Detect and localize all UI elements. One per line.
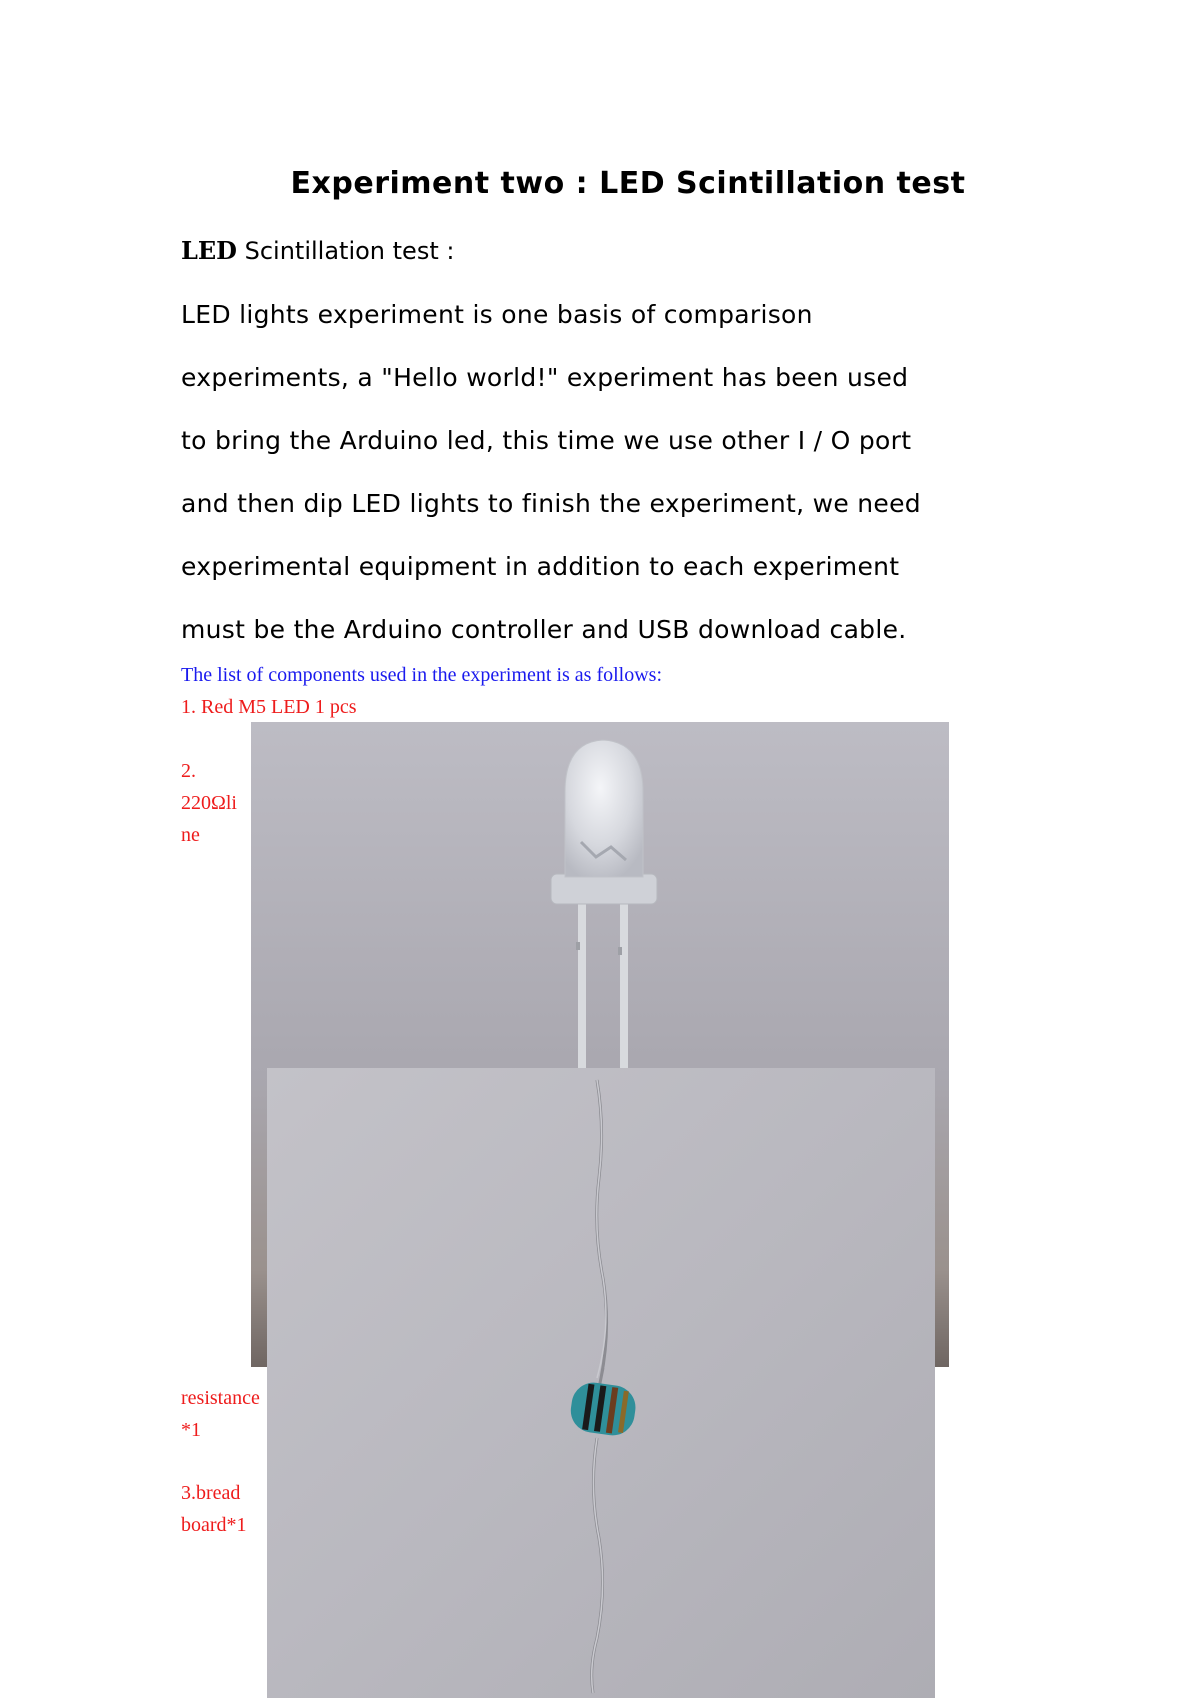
page-title: Experiment two : LED Scintillation test [290,166,966,201]
paragraph-line: and then dip LED lights to finish the experiment, we need [181,489,921,518]
component-item-2-line: 220Ωli [181,792,237,814]
paragraph-line: LED lights experiment is one basis of comparison [181,300,813,329]
paragraph-line: must be the Arduino controller and USB download cable. [181,615,907,644]
component-item-2-line: ne [181,824,200,846]
component-item-3-line: 3.bread [181,1482,241,1504]
component-item-3-line: board*1 [181,1514,247,1536]
section-heading-led: LED [181,236,237,265]
components-intro: The list of components used in the experiment is as follows: [181,664,663,686]
component-item-2-cont: resistance [181,1387,260,1409]
section-heading-label: Scintillation test : [236,237,455,265]
resistor-photo [267,1068,935,1698]
paragraph-line: experimental equipment in addition to each experiment [181,552,900,581]
paragraph-line: experiments, a "Hello world!" experiment has been used [181,363,909,392]
component-item-2-cont: *1 [181,1419,201,1441]
component-item-1: 1. Red M5 LED 1 pcs [181,696,357,718]
component-item-2-line: 2. [181,760,196,782]
section-heading [181,236,454,265]
paragraph-line: to bring the Arduino led, this time we use other I / O port [181,426,912,455]
